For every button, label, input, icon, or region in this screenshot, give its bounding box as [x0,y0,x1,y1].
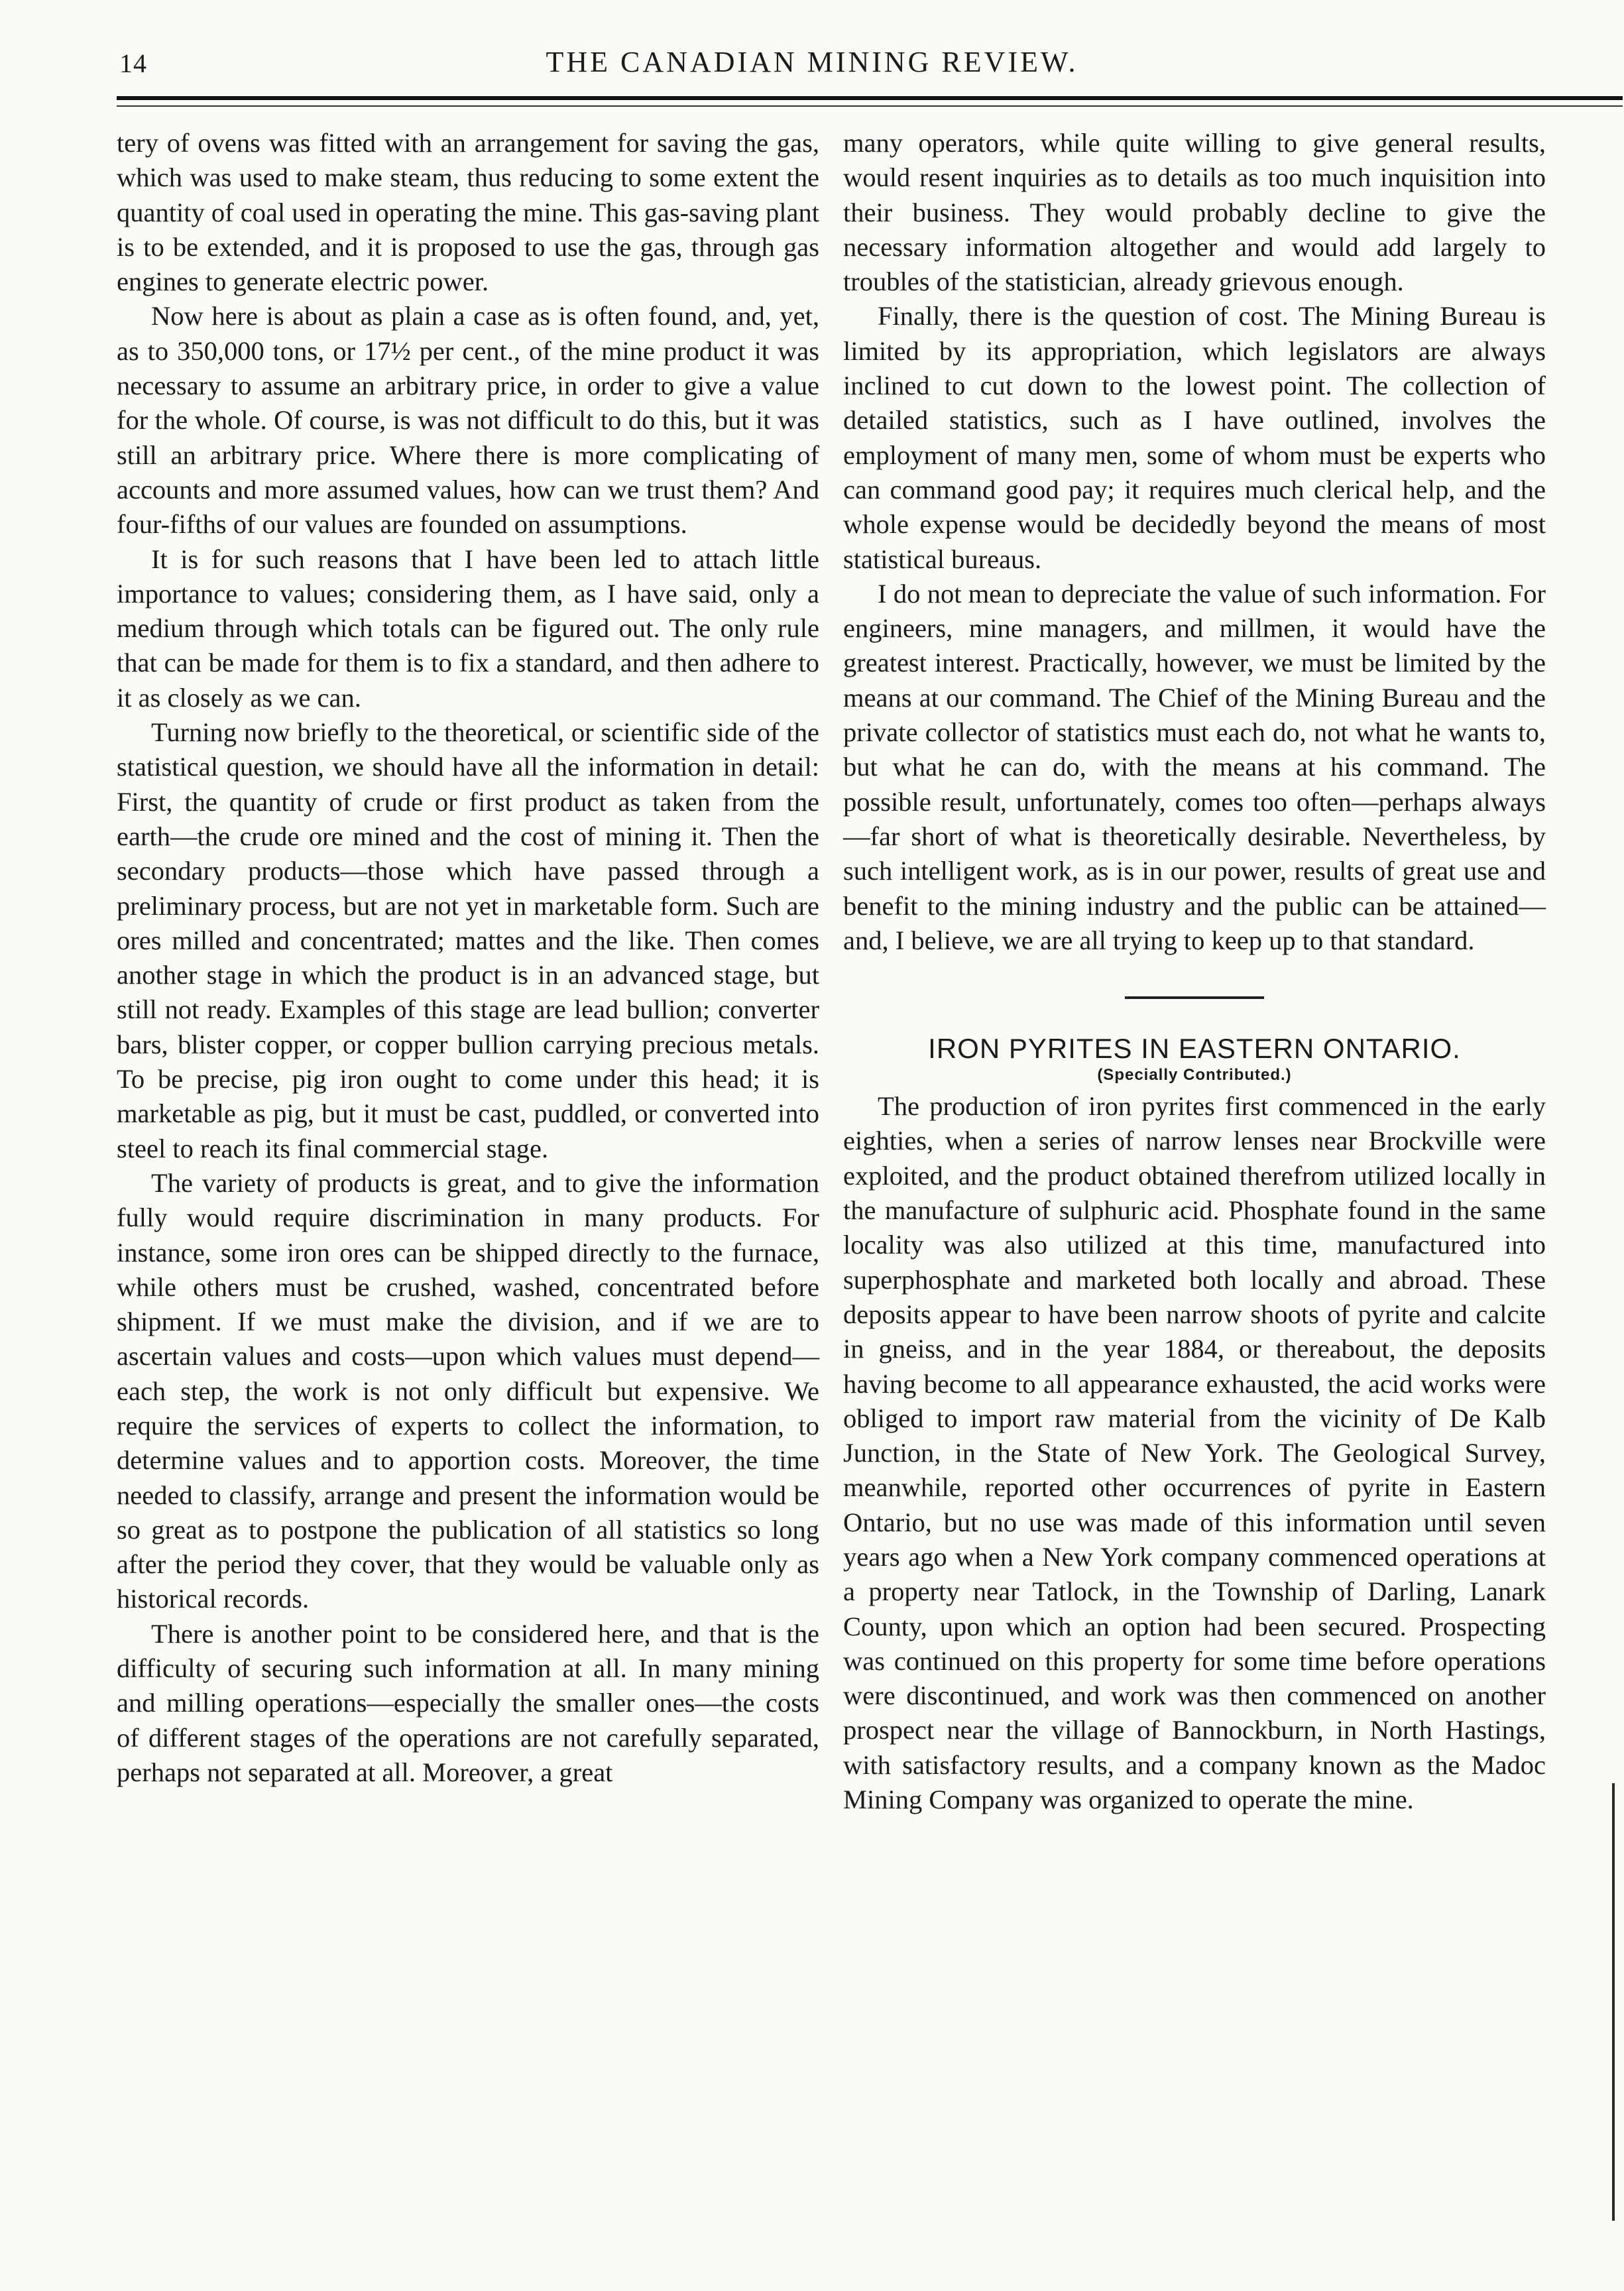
header-rule-thick [117,96,1623,100]
left-paragraph-1: tery of ovens was fitted with an arrangement for saving the gas, which was used to make steam, thus reducing to some extent the quantity of coal used in operating the mine. This gas-saving plant is to be extended, and it is proposed to use the gas, through gas engines to generate electric power. [117,128,819,297]
left-paragraph-4: Turning now briefly to the theoretical, or scientific side of the statistical question, we should have all the information in detail: First, the quantity of crude or first product as taken from the earth—the crude ore mined and the cost of mining it. Then the secondary products—those which have passed through a preliminary process, but are not yet in marketable form. Such are ores milled and concentrated; mattes and the like. Then comes another stage in which the product is in an advanced stage, but still not ready. Examples of this stage are lead bullion; converter bars, blister copper, or copper bullion carrying precious metals. To be precise, pig iron ought to come under this head; it is marketable as pig, but it must be cast, puddled, or converted into steel to reach its final commercial stage. [117,717,819,1163]
left-column [117,126,819,1790]
article-title: IRON PYRITES IN EASTERN ONTARIO. [928,1033,1461,1065]
journal-title: THE CANADIAN MINING REVIEW. [546,46,1078,78]
section-divider [1125,996,1264,999]
article-body: The production of iron pyrites first commenced in the early eighties, when a series of narrow lenses near Brockville were exploited, and the product obtained therefrom utilized locally in the manufacture of sulphuric acid. Phosphate found in the same locality was also utilized at this time, manufactured into superphosphate and marketed both locally and abroad. These deposits appear to have been narrow shoots of pyrite and calcite in gneiss, and in the year 1884, or thereabout, the deposits having become to all appearance exhausted, the acid works were obliged to import raw material from the vicinity of De Kalb Junction, in the State of New York. The Geological Survey, meanwhile, reported other occurrences of pyrite in Eastern Ontario, but no use was made of this information until seven years ago when a New York company commenced operations at a property near Tatlock, in the Township of Darling, Lanark County, upon which an option had been secured. Prospecting was continued on this property for some time before operations were discontinued, and work was then commenced on another prospect near the village of Bannockburn, in North Hastings, with satisfactory results, and a company known as the Madoc Mining Company was organized to operate the mine. [843,1091,1546,1815]
left-paragraph-5: The variety of products is great, and to give the information fully would require discrimination in many products. For instance, some iron ores can be shipped directly to the furnace, while others must be crushed, washed, concentrated before shipment. If we must make the division, and if we are to ascertain values and costs—upon which values must depend—each step, the work is not only difficult but expensive. We require the services of experts to collect the information, to determine values and to apportion costs. Moreover, the time needed to classify, arrange and present the information would be so great as to postpone the publication of all statistics so long after the period they cover, that they would be valuable only as historical records. [117,1167,819,1614]
left-paragraph-2: Now here is about as plain a case as is often found, and, yet, as to 350,000 tons, or 17½ per cent., of the mine product it was necessary to assume an arbitrary price, in order to give a value for the whole. Of course, is was not difficult to do this, but it was still an arbitrary price. Where there is more complicating of accounts and more assumed values, how can we trust them? And four-fifths of our values are founded on assumptions. [117,301,819,540]
right-paragraph-2: Finally, there is the question of cost. The Mining Bureau is limited by its appropriation, which legislators are always inclined to cut down to the lowest point. The collection of detailed statistics, such as I have outlined, involves the employment of many men, some of whom must be experts who can command good pay; it requires much clerical help, and the whole expense would be decidedly beyond the means of most statistical bureaus. [843,301,1546,574]
margin-mark [1612,1783,1615,2221]
page-header [0,42,1624,89]
left-paragraph-6: There is another point to be considered here, and that is the difficulty of securing such information at all. In many mining and milling operations—especially the smaller ones—the costs of different stages of the operations are not carefully separated, perhaps not separated at all. Moreover, a great [117,1618,819,1787]
right-paragraph-3: I do not mean to depreciate the value of such information. For engineers, mine managers, and millmen, it would have the greatest interest. Practically, however, we must be limited by the means at our command. The Chief of the Mining Bureau and the private collector of statistics must each do, not what he wants to, but what he can do, with the means at his command. The possible result, unfortunately, comes too often—perhaps always—far short of what is theoretically desirable. Nevertheless, by such intelligent work, as is in our power, results of great use and benefit to the mining industry and the public can be attained—and, I believe, we are all trying to keep up to that standard. [843,578,1546,955]
page-number: 14 [119,48,147,78]
left-paragraph-3: It is for such reasons that I have been led to attach little importance to values; considering them, as I have said, only a medium through which totals can be figured out. The only rule that can be made for them is to fix a standard, and then adhere to it as closely as we can. [117,544,819,713]
right-column [843,126,1546,1817]
right-paragraph-1: many operators, while quite willing to give general results, would resent inquiries as to details as too much inquisition into their business. They would probably decline to give the necessary information altogether and would add largely to troubles of the statistician, already grievous enough. [843,128,1546,297]
header-rule-thin [117,105,1623,107]
article-byline: (Specially Contributed.) [1097,1066,1292,1085]
